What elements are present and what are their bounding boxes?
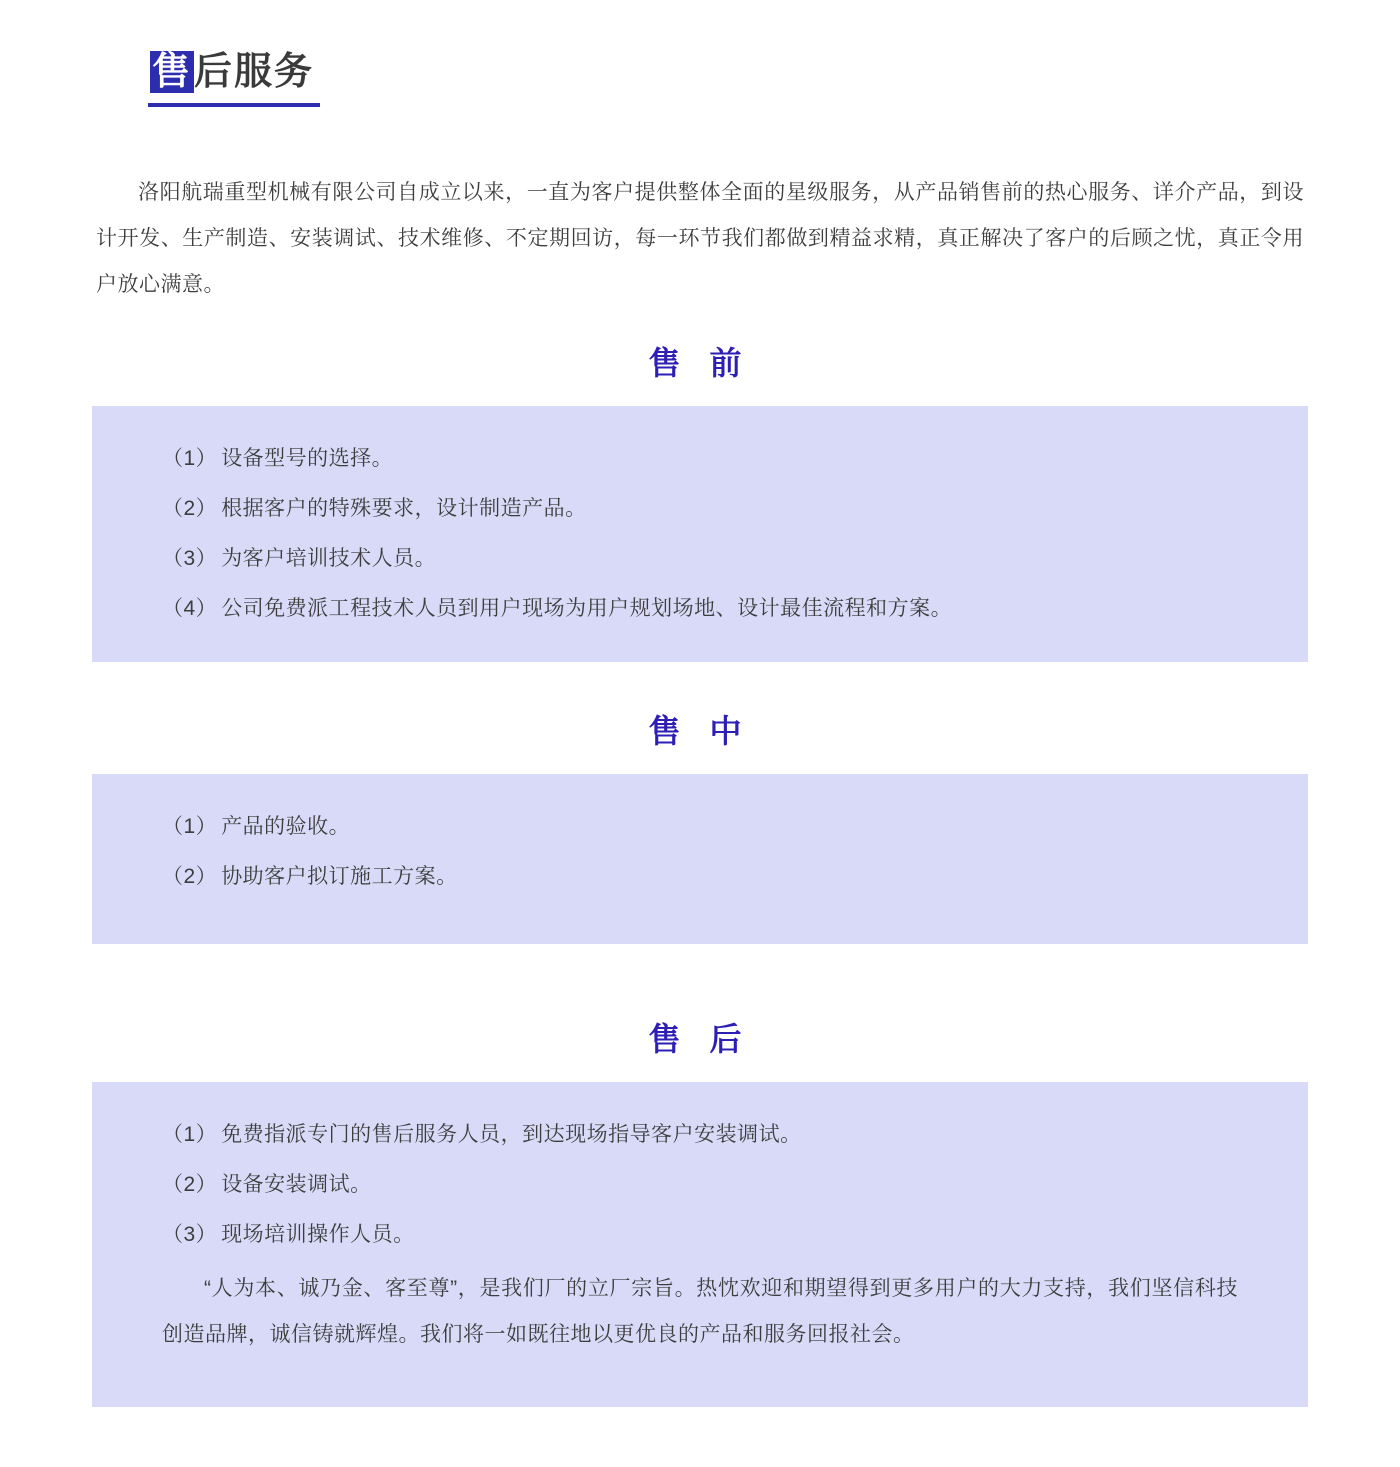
list-item-number: （2） <box>162 865 218 889</box>
list-item <box>162 1160 1238 1210</box>
intro-paragraph: 洛阳航瑞重型机械有限公司自成立以来，一直为客户提供整体全面的星级服务，从产品销售前的热心服务、详介产品，到设计开发、生产制造、安装调试、技术维修、不定期回访，每一环节我们都做到精益求精，真正解决了客户的后顾之忧，真正令用户放心满意。 <box>96 181 1304 297</box>
panel-insale <box>92 774 1308 944</box>
list-item <box>162 802 1238 852</box>
list-item <box>162 484 1238 534</box>
page-title-highlight: 售 <box>152 51 193 94</box>
list-item-text: 公司免费派工程技术人员到用户现场为用户规划场地、设计最佳流程和方案。 <box>221 597 953 621</box>
section-heading-aftersale: 售 后 <box>648 1021 752 1058</box>
list-item-text: 为客户培训技术人员。 <box>221 547 437 571</box>
list-item-number: （2） <box>162 1173 218 1197</box>
list-item <box>162 434 1238 484</box>
page-title-rest: 后服务 <box>194 51 315 94</box>
list-item-number: （1） <box>162 1123 218 1147</box>
panel-presale <box>92 406 1308 662</box>
section-heading-presale: 售 前 <box>648 345 752 382</box>
list-item <box>162 1210 1238 1260</box>
page-title <box>148 47 320 107</box>
list-item-text: 根据客户的特殊要求，设计制造产品。 <box>221 497 587 521</box>
panel-aftersale <box>92 1082 1308 1407</box>
list-item-number: （3） <box>162 547 218 571</box>
page-title-container <box>0 0 1400 132</box>
list-item-text: 免费指派专门的售后服务人员，到达现场指导客户安装调试。 <box>221 1123 802 1147</box>
list-item-text: 现场培训操作人员。 <box>221 1223 415 1247</box>
list-item-number: （2） <box>162 497 218 521</box>
list-item-text: 设备型号的选择。 <box>221 447 394 471</box>
list-item-number: （1） <box>162 815 218 839</box>
section-heading-insale: 售 中 <box>648 713 752 750</box>
closing-paragraph: “人为本、诚乃金、客至尊”，是我们厂的立厂宗旨。热忱欢迎和期望得到更多用户的大力支持，我们坚信科技创造品牌，诚信铸就辉煌。我们将一如既往地以更优良的产品和服务回报社会。 <box>162 1277 1238 1347</box>
list-item <box>162 584 1238 634</box>
list-item-number: （1） <box>162 447 218 471</box>
list-item-text: 设备安装调试。 <box>221 1173 372 1197</box>
list-item-number: （3） <box>162 1223 218 1247</box>
bottom-spacer <box>0 1407 1400 1467</box>
list-item <box>162 1110 1238 1160</box>
list-item-text: 协助客户拟订施工方案。 <box>221 865 458 889</box>
list-item-text: 产品的验收。 <box>221 815 351 839</box>
list-item <box>162 534 1238 584</box>
list-item <box>162 852 1238 902</box>
list-item-number: （4） <box>162 597 218 621</box>
